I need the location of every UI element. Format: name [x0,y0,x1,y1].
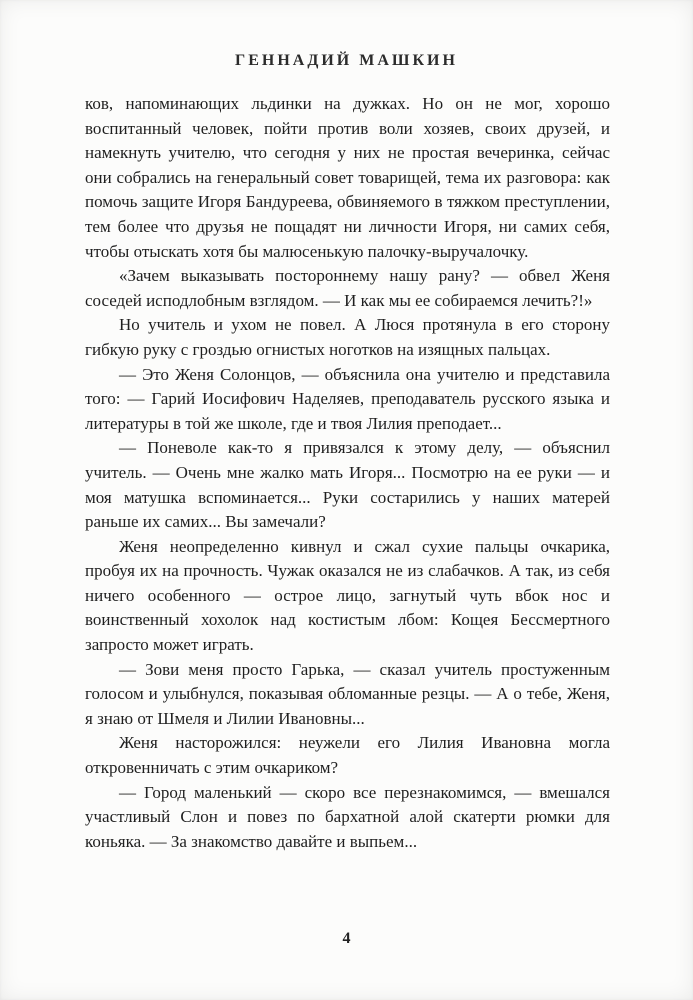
paragraph: Женя неопределенно кивнул и сжал сухие пальцы очкарика, пробуя их на прочность. Чужак оказался не из слабачков. А так, из себя ничего особенного — острое лицо, загнутый чуть вбок нос и воинственный хохолок над костистым лбом: Кощея Бессмертного запросто может играть. [85,536,610,655]
paragraph: «Зачем выказывать постороннему нашу рану? — обвел Женя соседей исподлобным взглядом. — И как мы ее собираемся лечить?!» [85,266,610,310]
page-number: 4 [342,930,351,947]
paragraph: Женя насторожился: неужели его Лилия Ивановна могла откровенничать с этим очкариком? [85,733,610,778]
paragraph: — Поневоле как-то я привязался к этому делу, — объяснил учитель. — Очень мне жалко мать Игоря... Посмотрю на ее руки — и моя матушка вспоминается... Руки состарились у наших матерей раньше их самих... Вы замечали? [85,438,610,532]
paragraph: Но учитель и ухом не повел. А Люся протянула в его сторону гибкую руку с гроздью огнистых ноготков на изящных пальцах. [85,315,610,359]
paragraph: — Город маленький — скоро все перезнакомимся, — вмешался участливый Слон и повез по бархатной алой скатерти рюмки для коньяка. — За знакомство давайте и выпьем... [85,782,610,851]
running-header: ГЕННАДИЙ МАШКИН [235,52,458,69]
text-block [85,92,610,854]
paragraph: ков, напоминающих льдинки на дужках. Но он не мог, хорошо воспитанный человек, пойти против воли хозяев, своих друзей, и намекнуть учителю, что сегодня у них не простая вечеринка, сейчас они собрались на генеральный совет товарищей, тема их разговора: как помочь защите Игоря Бандуреева, обвиняемого в тяжком преступлении, тем более что друзья не пощадят ни личности Игоря, ни самих себя, чтобы отыскать хотя бы малюсенькую палочку-выручалочку. [85,94,610,261]
paragraph: — Это Женя Солонцов, — объяснила она учителю и представила того: — Гарий Иосифович Наделяев, преподаватель русского языка и литературы в той же школе, где и твоя Лилия преподает... [85,364,610,433]
paragraph: — Зови меня просто Гарька, — сказал учитель простуженным голосом и улыбнулся, показывая обломанные резцы. — А о тебе, Женя, я знаю от Шмеля и Лилии Ивановны... [85,659,610,728]
